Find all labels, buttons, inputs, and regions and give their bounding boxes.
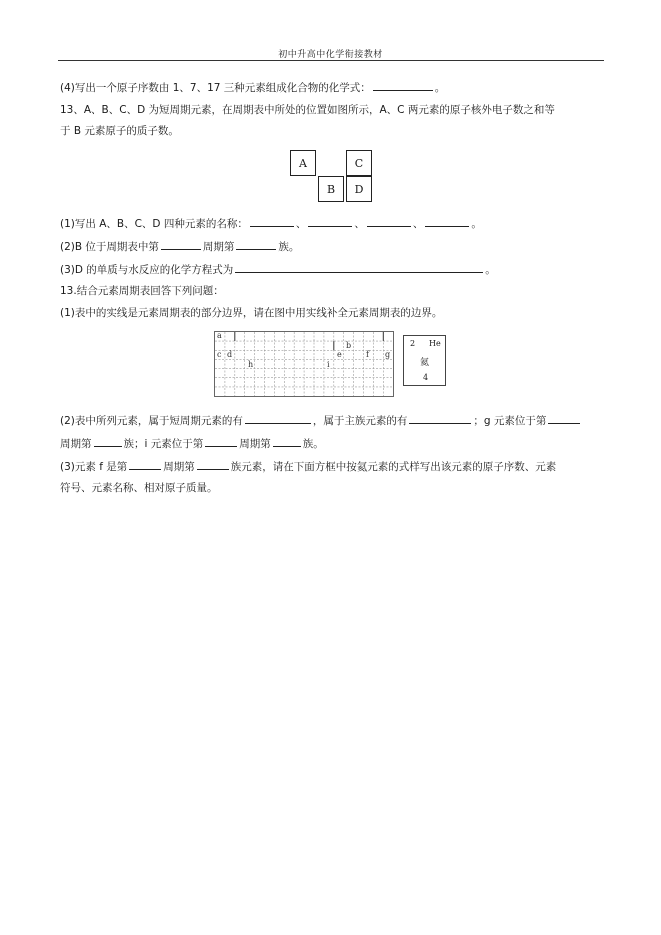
part-2-mid: 周期第 — [202, 241, 235, 253]
grid-cell-b: B — [318, 176, 344, 202]
part-1-end: 。 — [471, 218, 482, 230]
answer-blank-g-period[interactable] — [548, 412, 580, 424]
grid-cell-a: A — [290, 150, 316, 176]
part-2-c: ；g 元素位于第 — [473, 415, 547, 427]
answer-blank-i-period[interactable] — [205, 435, 237, 447]
question-13b-part-1: (1)表中的实线是元素周期表的部分边界，请在图中用实线补全元素周期表的边界。 — [60, 307, 443, 319]
question-13b-title: 13.结合元素周期表回答下列问题： — [60, 285, 224, 297]
question-13-part-3 — [60, 261, 496, 277]
question-13-part-2 — [60, 238, 299, 254]
element-label-e: e — [337, 350, 342, 359]
question-13b-part-2-line-1 — [60, 412, 582, 428]
answer-blank-name-b[interactable] — [308, 215, 352, 227]
part-3-c: 族元素，请在下面方框中按氦元素的式样写出该元素的原子序数、元素 — [230, 461, 557, 473]
periodic-table-grid — [215, 332, 393, 396]
answer-blank-short-period[interactable] — [245, 412, 311, 424]
periodic-table-outline[interactable] — [214, 331, 394, 397]
he-name: 氦 — [420, 358, 430, 368]
part-2-end: 族。 — [278, 241, 300, 253]
answer-blank-equation[interactable] — [235, 261, 483, 273]
separator: 、 — [354, 218, 365, 230]
part-2-prefix: (2)B 位于周期表中第 — [60, 241, 159, 253]
question-13-line-1: 13、A、B、C、D 为短周期元素，在周期表中所处的位置如图所示，A、C 两元素的原子核外电子数之和等 — [60, 104, 555, 116]
part-2-g: 族。 — [302, 438, 324, 450]
element-label-a: a — [217, 331, 222, 340]
page-header-title: 初中升高中化学衔接教材 — [278, 50, 383, 60]
grid-cell-empty — [318, 150, 344, 176]
answer-blank-name-c[interactable] — [367, 215, 411, 227]
answer-blank-name-a[interactable] — [250, 215, 294, 227]
part-2-d: 周期第 — [60, 438, 92, 450]
question-13-line-2: 于 B 元素原子的质子数。 — [60, 125, 179, 137]
part-2-f: 周期第 — [239, 438, 271, 450]
element-label-c: c — [217, 350, 222, 359]
question-13b-part-3-line-2: 符号、元素名称、相对原子质量。 — [60, 482, 218, 494]
header-divider — [58, 60, 604, 61]
separator: 、 — [295, 218, 307, 230]
he-symbol: He — [429, 339, 441, 348]
question-13-part-1 — [60, 215, 482, 231]
question-13b-part-3-line-1 — [60, 458, 556, 474]
abcd-position-grid — [290, 150, 374, 204]
part-2-b: ，属于主族元素的有 — [312, 415, 408, 427]
part-2-a: (2)表中所列元素，属于短周期元素的有 — [60, 415, 243, 427]
he-atomic-number: 2 — [410, 339, 416, 348]
grid-cell-d: D — [346, 176, 372, 202]
element-label-b: b — [346, 341, 352, 350]
element-label-i: i — [327, 360, 330, 369]
answer-blank-f-period[interactable] — [129, 458, 161, 470]
element-label-g: g — [385, 350, 391, 359]
question-4-line — [60, 79, 445, 95]
part-3-b: 周期第 — [163, 461, 195, 473]
answer-blank-main-group[interactable] — [409, 412, 471, 424]
question-13b-part-2-line-2 — [60, 435, 324, 451]
answer-blank-i-group[interactable] — [273, 435, 301, 447]
answer-blank-q4[interactable] — [373, 79, 433, 91]
helium-sample-box — [403, 335, 446, 386]
element-label-h: h — [248, 360, 254, 369]
part-2-e: 族；i 元素位于第 — [123, 438, 204, 450]
separator: 、 — [412, 218, 424, 230]
element-label-d: d — [227, 350, 233, 359]
answer-blank-name-d[interactable] — [425, 215, 469, 227]
part-3-end: 。 — [485, 264, 496, 276]
he-mass: 4 — [423, 373, 429, 382]
question-4-text: (4)写出一个原子序数由 1、7、17 三种元素组成化合物的化学式： — [60, 82, 371, 94]
answer-blank-period[interactable] — [161, 238, 201, 250]
part-1-prefix: (1)写出 A、B、C、D 四种元素的名称： — [60, 218, 248, 230]
answer-blank-g-group[interactable] — [94, 435, 122, 447]
grid-cell-c: C — [346, 150, 372, 176]
element-label-f: f — [366, 350, 369, 359]
question-4-end: 。 — [434, 82, 446, 94]
part-3-a: (3)元素 f 是第 — [60, 461, 128, 473]
answer-blank-f-group[interactable] — [197, 458, 229, 470]
part-3-prefix: (3)D 的单质与水反应的化学方程式为 — [60, 264, 234, 276]
answer-blank-group[interactable] — [236, 238, 276, 250]
